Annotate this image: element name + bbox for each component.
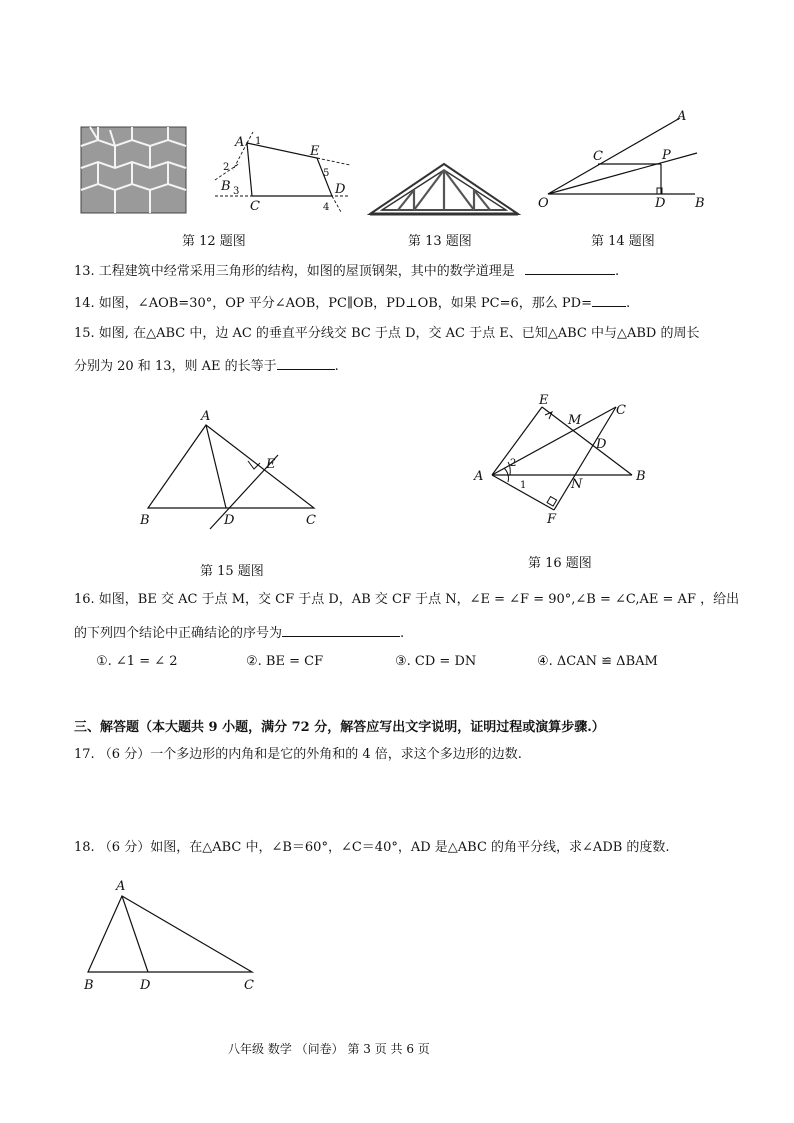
fig12-angle-1: 1 [255,136,262,147]
fig12-angle-3: 3 [233,186,240,197]
fig14-label-O: O [538,196,549,211]
question-14-end: . [625,296,631,311]
fig15-caption: 第 15 题图 [200,564,264,579]
fig15-label-E: E [266,457,276,472]
section-3-heading: 三、解答题（本大题共 9 小题，满分 72 分，解答应写出文字说明，证明过程或演算步骤.） [74,720,605,735]
question-16-answer-blank[interactable] [282,622,400,637]
fig15-label-D: D [224,513,235,528]
fig16-caption: 第 16 题图 [528,556,592,571]
question-18: 18. （6 分）如图，在△ABC 中，∠B＝60°，∠C＝40°，AD 是△ABC 的角平分线，求∠ADB 的度数. [74,840,670,855]
question-13 [74,260,619,282]
page-footer: 八年级 数学 （问卷） 第 3 页 共 6 页 [228,1042,430,1056]
fig15-triangle [138,405,328,535]
question-16-option-4: ④. ΔCAN ≌ ΔBAM [537,654,658,669]
question-15-line1: 15. 如图, 在△ABC 中，边 AC 的垂直平分线交 BC 于点 D，交 AC 于点 E、已知△ABC 中与△ABD 的周长 [74,326,700,341]
fig18-triangle [80,876,270,996]
question-16-text: 的下列四个结论中正确结论的序号为 [74,626,283,641]
question-16-line1: 16. 如图，BE 交 AC 于点 M，交 CF 于点 D，AB 交 CF 于点 N，∠E = ∠F = 90°,∠B = ∠C,AE = AF ，给出 [74,592,740,607]
fig12-angle-5: 5 [323,168,330,179]
question-17: 17. （6 分）一个多边形的内角和是它的外角和的 4 倍，求这个多边形的边数. [74,747,522,762]
fig16-triangles [470,392,660,532]
fig15-label-A: A [201,409,211,424]
question-16-option-1: ①. ∠1 = ∠ 2 [96,654,178,669]
question-15-answer-blank[interactable] [277,355,335,370]
fig14-label-D: D [655,196,666,211]
fig14-label-C: C [593,149,603,164]
question-13-text: 13. 工程建筑中经常采用三角形的结构，如图的屋顶钢架，其中的数学道理是 [74,264,515,279]
question-14-text: 14. 如图，∠AOB=30°，OP 平分∠AOB，PC∥OB，PD⊥OB，如果 PC=6，那么 PD= [74,296,592,311]
question-15-text: 分别为 20 和 13，则 AE 的长等于 [74,359,277,374]
fig12-label-B: B [221,179,231,194]
fig14-caption: 第 14 题图 [591,234,655,249]
question-16-end: . [400,626,405,641]
fig12-caption: 第 12 题图 [182,234,246,249]
question-13-answer-blank[interactable] [525,260,615,275]
fig16-angle-2: 2 [510,458,517,469]
question-15-end: . [334,359,339,374]
question-16-line2 [74,622,404,644]
fig16-label-E: E [539,393,549,408]
fig14-label-A: A [677,109,687,124]
fig12-angle-2: 2 [223,162,230,173]
question-15-line2 [74,355,339,377]
fig14-angle-figure [535,108,715,211]
fig14-label-P: P [662,148,671,163]
fig16-label-N: N [571,477,583,492]
fig12-label-E: E [310,144,320,159]
question-14 [74,292,630,314]
fig13-roof-truss [368,160,520,218]
fig16-label-M: M [568,413,582,428]
fig12-angle-4: 4 [323,202,330,213]
fig18-label-C: C [244,978,254,993]
fig16-label-A: A [474,469,484,484]
fig18-label-D: D [140,978,151,993]
question-16-option-2: ②. BE = CF [246,654,324,669]
fig12-label-C: C [250,199,260,214]
fig14-label-B: B [695,196,705,211]
fig12-quadrilateral [205,130,355,215]
fig16-label-F: F [547,512,557,527]
question-14-answer-blank[interactable] [592,292,626,307]
fig12-label-D: D [335,182,346,197]
fig16-label-B: B [636,469,646,484]
fig16-label-D: D [596,437,607,452]
fig15-label-B: B [140,513,150,528]
question-16-option-3: ③. CD = DN [395,654,477,669]
fig16-label-C: C [616,403,626,418]
fig12-tessellation [80,126,190,216]
fig18-label-A: A [116,879,126,894]
fig13-caption: 第 13 题图 [408,234,472,249]
fig18-label-B: B [84,978,94,993]
question-13-end: . [614,264,620,279]
fig15-label-C: C [306,513,316,528]
fig16-angle-1: 1 [520,480,527,491]
fig12-label-A: A [235,135,245,150]
